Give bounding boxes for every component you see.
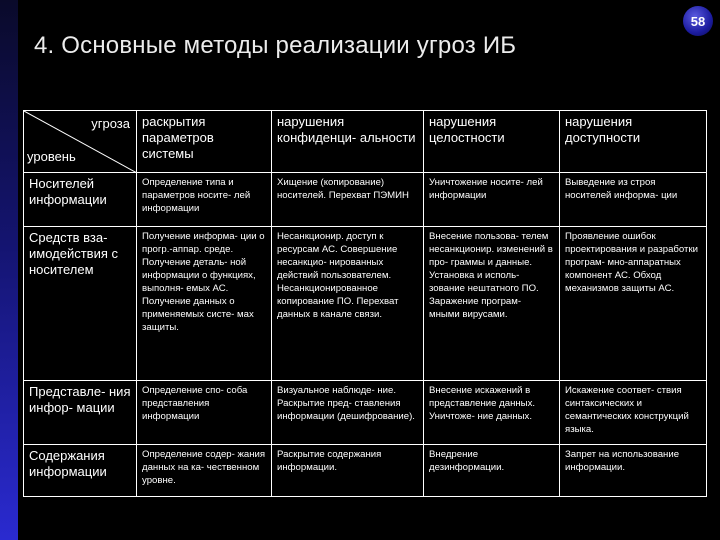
header-row bbox=[24, 111, 707, 173]
corner-cell bbox=[24, 111, 137, 173]
column-header: нарушения целостности bbox=[424, 111, 560, 173]
table-row bbox=[24, 381, 707, 445]
corner-level-label: уровень bbox=[27, 149, 76, 164]
table-row bbox=[24, 227, 707, 381]
threats-table bbox=[23, 110, 707, 497]
table-cell: Уничтожение носите- лей информации bbox=[424, 173, 560, 227]
slide-number-badge: 58 bbox=[683, 6, 713, 36]
table-cell: Проявление ошибок проектирования и разработки програм- мно-аппаратных компонент АС. Обход механизмов защиты АС. bbox=[560, 227, 707, 381]
corner-threat-label: угроза bbox=[91, 116, 130, 131]
table-cell: Визуальное наблюде- ние. Раскрытие пред- ставления информации (дешифрование). bbox=[272, 381, 424, 445]
table-cell: Получение информа- ции о прогр.-аппар. среде. Получение деталь- ной информации о функциях, выполня- емых АС. Получение данных о применяемых систе- мах защиты. bbox=[137, 227, 272, 381]
slide-title: 4. Основные методы реализации угроз ИБ bbox=[34, 32, 517, 59]
table-cell: Определение типа и параметров носите- лей информации bbox=[137, 173, 272, 227]
column-header: раскрытия параметров системы bbox=[137, 111, 272, 173]
table-row bbox=[24, 173, 707, 227]
table-cell: Хищение (копирование) носителей. Перехват ПЭМИН bbox=[272, 173, 424, 227]
row-header: Носителей информации bbox=[24, 173, 137, 227]
table-cell: Несанкционир. доступ к ресурсам АС. Совершение несанкцио- нированных действий пользователем. Несанкционированное копирование ПО. Перехват данных в канале связи. bbox=[272, 227, 424, 381]
table-cell: Раскрытие содержания информации. bbox=[272, 445, 424, 497]
row-header: Средств вза- имодействия с носителем bbox=[24, 227, 137, 381]
left-decor-bar bbox=[0, 0, 18, 540]
table-cell: Внедрение дезинформации. bbox=[424, 445, 560, 497]
table-cell: Внесение искажений в представление данных. Уничтоже- ние данных. bbox=[424, 381, 560, 445]
table-cell: Запрет на использование информации. bbox=[560, 445, 707, 497]
row-header: Представле- ния инфор- мации bbox=[24, 381, 137, 445]
column-header: нарушения конфиденци- альности bbox=[272, 111, 424, 173]
table-row bbox=[24, 445, 707, 497]
row-header: Содержания информации bbox=[24, 445, 137, 497]
table-cell: Определение содер- жания данных на ка- чественном уровне. bbox=[137, 445, 272, 497]
table-cell: Определение спо- соба представления информации bbox=[137, 381, 272, 445]
column-header: нарушения доступности bbox=[560, 111, 707, 173]
table-cell: Искажение соответ- ствия синтаксических и семантических конструкций языка. bbox=[560, 381, 707, 445]
table-cell: Внесение пользова- телем несанкционир. изменений в про- граммы и данные. Установка и исполь- зование нештатного ПО. Заражение програм- мными вирусами. bbox=[424, 227, 560, 381]
table-cell: Выведение из строя носителей информа- ции bbox=[560, 173, 707, 227]
